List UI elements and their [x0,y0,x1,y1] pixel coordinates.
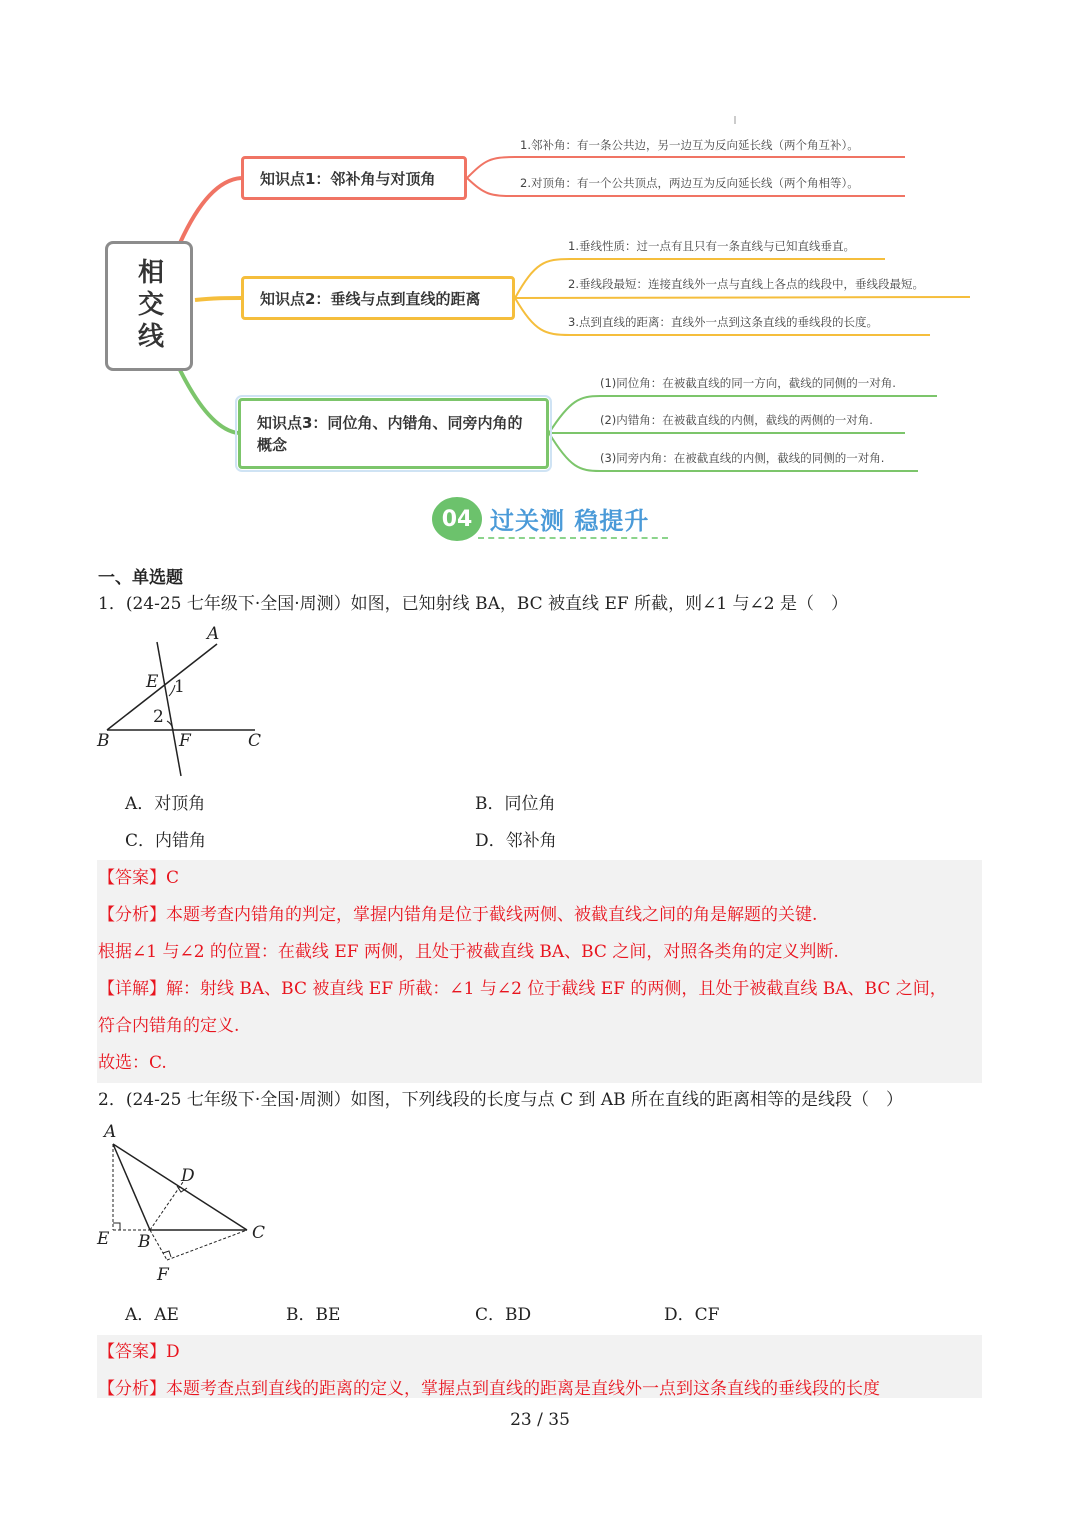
q1-label-c: C [248,731,262,751]
k1-leaf-2: 2.对顶角：有一个公共顶点，两边互为反向延长线（两个角相等）。 [520,176,859,190]
q2-option-d[interactable]: D．CF [664,1305,720,1325]
q1-stem: 1．(24-25 七年级下·全国·周测）如图，已知射线 BA，BC 被直线 EF 所截，则∠1 与∠2 是（ ） [98,594,848,614]
q2-label-c: C [252,1223,266,1243]
q1-option-b[interactable]: B．同位角 [475,794,556,814]
q1-label-1: 1 [174,677,185,697]
k3-leaf-2: (2)内错角：在被截直线的内侧，截线的两侧的一对角. [600,413,873,427]
q2-label-b: B [138,1232,151,1252]
q2-label-e: E [97,1229,110,1249]
q2-figure [95,1120,275,1290]
k2-leaf-3: 3.点到直线的距离：直线外一点到这条直线的垂线段的长度。 [568,315,878,329]
q2-option-c[interactable]: C．BD [475,1305,532,1325]
q2-option-b[interactable]: B．BE [286,1305,341,1325]
q1-label-2: 2 [153,707,164,727]
knowledge-point-2: 知识点2：垂线与点到直线的距离 [241,276,515,320]
mindmap-root [105,241,193,371]
q1-analysis-2: 根据∠1 与∠2 的位置：在截线 EF 两侧，且处于被截直线 BA、BC 之间，对照各类角的定义判断. [98,942,839,962]
knowledge-point-3: 知识点3：同位角、内错角、同旁内角的概念 [238,398,549,469]
q1-label-a: A [207,624,220,644]
segment-cf [167,1230,247,1260]
q1-label-f: F [179,731,191,751]
banner-number: 04 [432,497,482,541]
knowledge-point-1: 知识点1：邻补角与对顶角 [241,156,467,200]
q1-answer-panel [97,860,982,1083]
page-number: 23 / 35 [510,1410,570,1430]
mindmap-root-label: 相交线 [133,258,164,354]
k2-leaf-1: 1.垂线性质：过一点有且只有一条直线与已知直线垂直。 [568,239,855,253]
q2-label-d: D [181,1166,195,1186]
q1-option-a[interactable]: A．对顶角 [125,794,206,814]
section-banner [432,495,672,547]
k3-leaf-1: (1)同位角：在被截直线的同一方向，截线的同侧的一对角. [600,376,896,390]
right-angle-f [163,1251,171,1257]
q1-analysis: 【分析】本题考查内错角的判定，掌握内错角是位于截线两侧、被截直线之间的角是解题的关键. [98,905,818,925]
q2-stem: 2．(24-25 七年级下·全国·周测）如图，下列线段的长度与点 C 到 AB 所在直线的距离相等的是线段（ ） [98,1090,904,1110]
segment-bd [150,1182,183,1230]
segment-bf [150,1230,167,1260]
segment-ab [113,1144,150,1230]
q1-option-d[interactable]: D．邻补角 [475,831,557,851]
q1-label-e: E [146,672,159,692]
q1-conclusion: 故选：C. [98,1053,167,1073]
q2-answer: 【答案】D [98,1342,180,1362]
q1-detail-2: 符合内错角的定义. [98,1016,240,1036]
q1-answer: 【答案】C [98,868,180,888]
q2-option-a[interactable]: A．AE [125,1305,179,1325]
k1-leaf-1: 1.邻补角：有一条公共边，另一边互为反向延长线（两个角互补）。 [520,138,859,152]
q1-detail: 【详解】解：射线 BA、BC 被直线 EF 所截：∠1 与∠2 位于截线 EF 的两侧，且处于被截直线 BA、BC 之间， [98,979,947,999]
q1-option-c[interactable]: C．内错角 [125,831,207,851]
k2-leaf-2: 2.垂线段最短：连接直线外一点与直线上各点的线段中，垂线段最短。 [568,277,924,291]
q2-analysis: 【分析】本题考查点到直线的距离的定义，掌握点到直线的距离是直线外一点到这条直线的垂线段的长度 [98,1379,880,1399]
banner-underline [478,537,668,539]
banner-title: 过关测 稳提升 [490,507,650,535]
q2-label-f: F [157,1265,169,1285]
right-angle-e [113,1223,120,1230]
k3-leaf-3: (3)同旁内角：在被截直线的内侧，截线的同侧的一对角. [600,451,885,465]
q2-label-a: A [104,1122,117,1142]
section-title: 一、单选题 [98,568,183,588]
q1-label-b: B [97,731,110,751]
q1-figure [95,622,275,782]
